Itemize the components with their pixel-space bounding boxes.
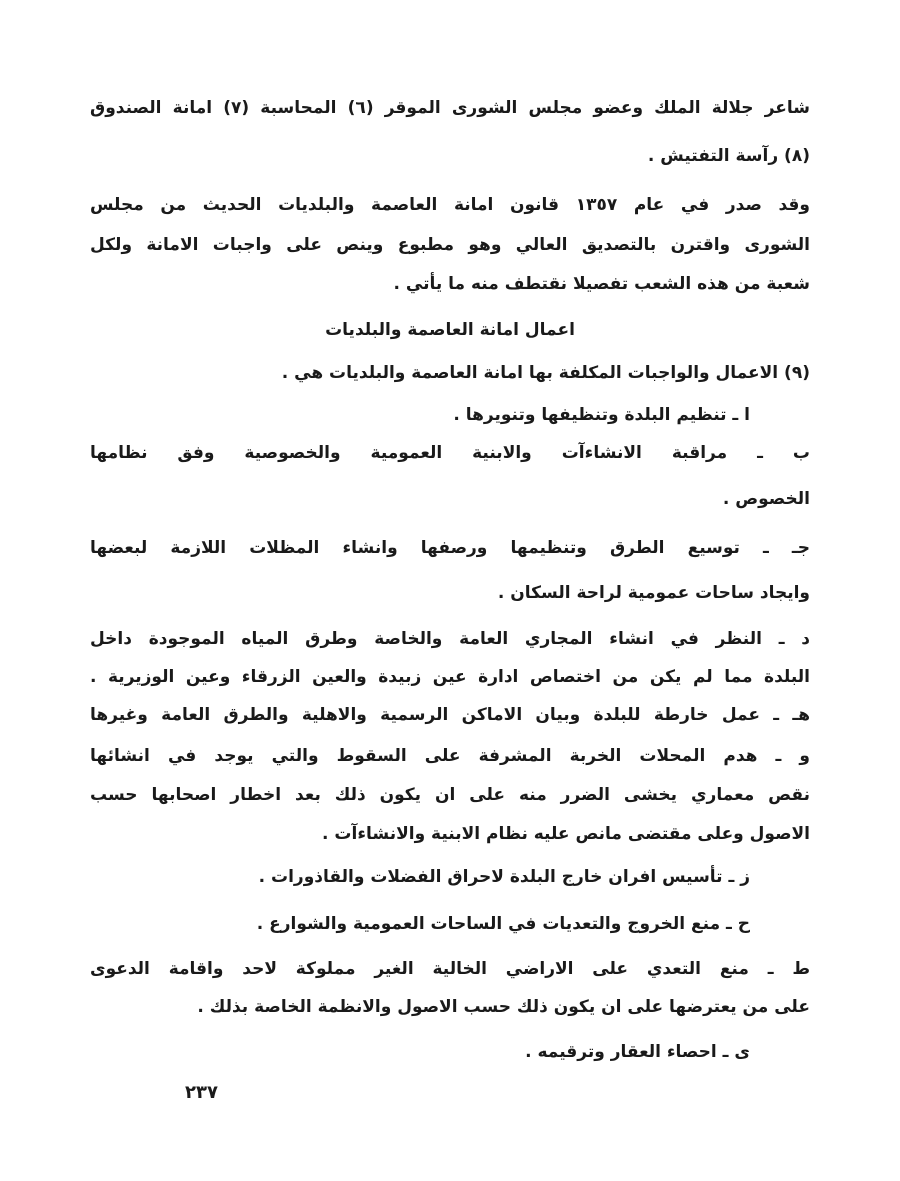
text-line: الخصوص .	[722, 489, 810, 509]
text-line: على من يعترضها على ان يكون ذلك حسب الاصول والانظمة الخاصة بذلك .	[197, 997, 810, 1017]
text-line: وايجاد ساحات عمومية لراحة السكان .	[497, 583, 810, 603]
list-item: هـ ـ عمل خارطة للبلدة وبيان الاماكن الرسمية والاهلية والطرق العامة وغيرها	[90, 705, 810, 725]
text-line: (٨) رآسة التفتيش .	[647, 146, 810, 166]
list-item: و ـ هدم المحلات الخربة المشرفة على السقوط والتي يوجد في انشائها	[90, 746, 810, 766]
list-item: جـ ـ توسيع الطرق وتنظيمها ورصفها وانشاء المظلات اللازمة لبعضها	[90, 538, 810, 558]
text-line: الشورى واقترن بالتصديق العالي وهو مطبوع وينص على واجبات الامانة ولكل	[90, 235, 810, 255]
section-heading: اعمال امانة العاصمة والبلديات	[325, 320, 575, 340]
list-item: ب ـ مراقبة الانشاءآت والابنية العمومية والخصوصية وفق نظامها	[90, 443, 810, 463]
list-item: د ـ النظر في انشاء المجاري العامة والخاصة وطرق المياه الموجودة داخل	[90, 629, 810, 649]
text-line: شعبة من هذه الشعب تفصيلا نقتطف منه ما يأتي .	[393, 274, 810, 294]
list-item: ى ـ احصاء العقار وترقيمه .	[525, 1042, 750, 1062]
list-item: ا ـ تنظيم البلدة وتنظيفها وتنويرها .	[453, 405, 750, 425]
text-line: نقص معماري يخشى الضرر منه على ان يكون ذلك بعد اخطار اصحابها حسب	[90, 785, 810, 805]
text-line: الاصول وعلى مقتضى مانص عليه نظام الابنية والانشاءآت .	[322, 824, 810, 844]
text-line: البلدة مما لم يكن من اختصاص ادارة عين زبيدة والعين الزرقاء وعين الوزيرية .	[90, 667, 810, 687]
list-item: ح ـ منع الخروج والتعديات في الساحات العمومية والشوارع .	[256, 914, 750, 934]
page-number: ٢٣٧	[185, 1082, 218, 1103]
list-item: ز ـ تأسيس افران خارج البلدة لاحراق الفضلات والقاذورات .	[258, 867, 750, 887]
text-line: شاعر جلالة الملك وعضو مجلس الشورى الموقر (٦) المحاسبة (٧) امانة الصندوق	[90, 98, 810, 118]
text-line: وقد صدر في عام ١٣٥٧ قانون امانة العاصمة والبلديات الحديث من مجلس	[90, 195, 810, 215]
text-line: (٩) الاعمال والواجبات المكلفة بها امانة العاصمة والبلديات هي .	[281, 363, 810, 383]
list-item: ط ـ منع التعدي على الاراضي الخالية الغير مملوكة لاحد واقامة الدعوى	[90, 959, 810, 979]
